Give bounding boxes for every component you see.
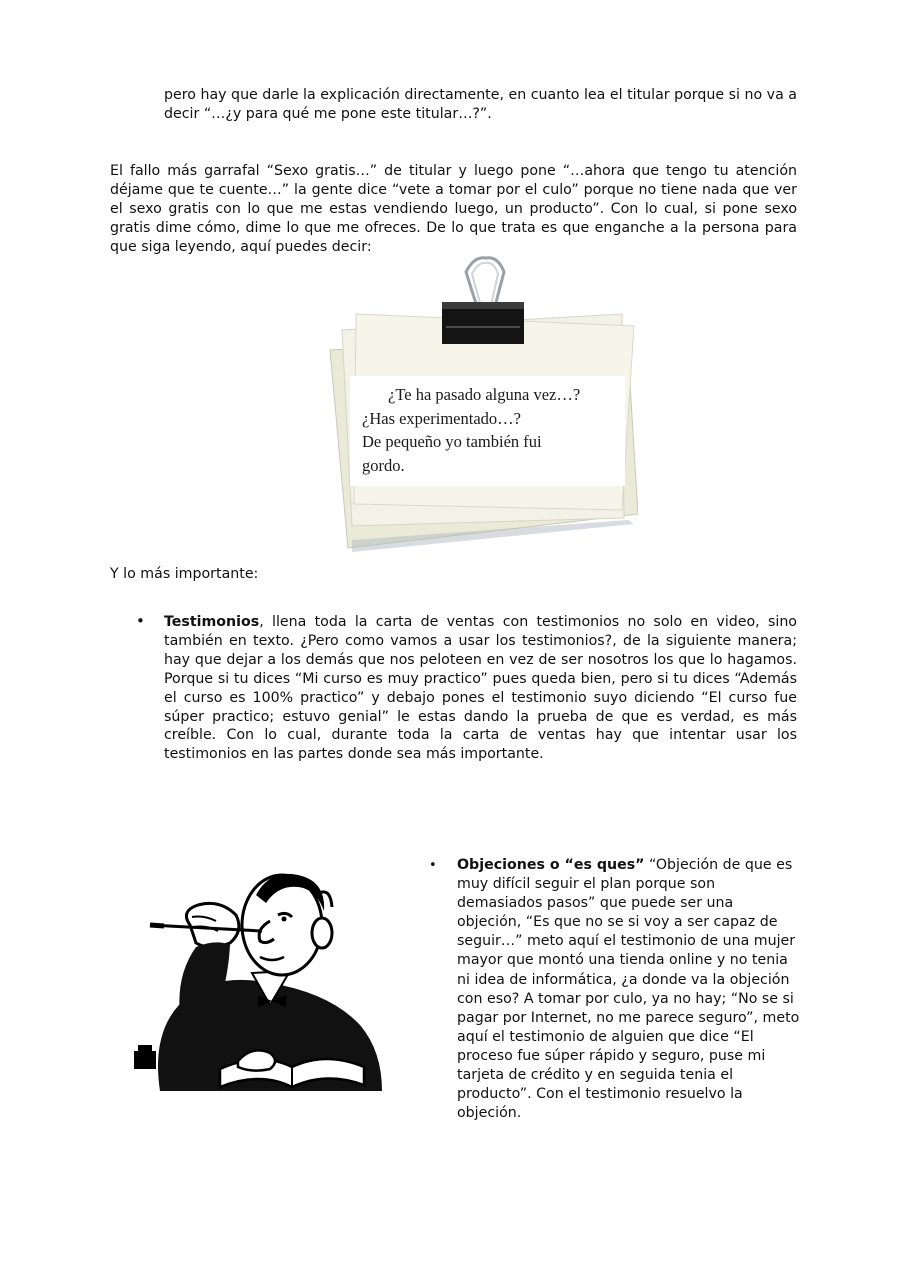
testimonios-paragraph [164, 613, 797, 764]
bullet-objeciones: • [429, 858, 437, 873]
testimonios-heading: Testimonios [164, 614, 260, 630]
cartoon-drawing [120, 855, 392, 1093]
bullet-testimonios: • [136, 612, 145, 630]
objeciones-body: “Objeción de que es muy difícil seguir el plan porque son demasiados pasos” que puede ser una objeción, “Es que no se si voy a ser capaz de seguir…” meto aquí el testimonio de una mujer mayor que montó una tienda online y no tenia ni idea de informática, ¿a donde va la objeción con eso? A tomar por culo, ya no hay; “No se si pagar por Internet, no me parece seguro”, meto aquí el testimonio de alguien que dice “El proceso fue súper rápido y seguro, puse mi tarjeta de crédito y en seguida tenia el producto”. Con el testimonio resuelvo la objeción. [457, 857, 800, 1122]
fallo-paragraph: El fallo más garrafal “Sexo gratis…” de titular y luego pone “…ahora que tengo tu atención déjame que te cuente…” la gente dice “vete a tomar por el culo” porque no tiene nada que ver el sexo gratis con lo que me estas vendiendo luego, un producto”. Con lo cual, si pone sexo gratis dime cómo, dime lo que me ofreces. De lo que trata es que enganche a la persona para que siga leyendo, aquí puedes decir: [110, 163, 797, 255]
importante-paragraph: Y lo más importante: [110, 566, 259, 582]
binder-clip-note-illustration [322, 252, 638, 554]
note-text [362, 383, 612, 477]
objeciones-paragraph [457, 856, 802, 1123]
thinking-man-with-pen-cartoon [120, 855, 392, 1093]
note-line-1: ¿Te ha pasado alguna vez…? [388, 385, 581, 404]
objeciones-heading: Objeciones o “es ques” [457, 857, 645, 873]
note-line-4: gordo. [362, 455, 405, 475]
intro-paragraph: pero hay que darle la explicación directamente, en cuanto lea el titular porque si no va a decir “…¿y para qué me pone este titular…?”. [164, 87, 797, 122]
testimonios-body: , llena toda la carta de ventas con testimonios no solo en video, sino también en texto. ¿Pero como vamos a usar los testimonios?, de la siguiente manera; hay que dejar a los demás que nos peloteen en vez de ser nosotros los que lo hagamos. Porque si tu dices “Mi curso es muy practico” pues queda bien, pero si tu dices “Además el curso es 100% practico” y debajo pones el testimonio suyo diciendo “El curso fue súper practico; estuvo genial” le estas dando la prueba de que es verdad, es más creíble. Con lo cual, durante toda la carta de ventas hay que intentar usar los testimonios en las partes donde sea más importante. [164, 614, 797, 763]
note-line-2: ¿Has experimentado…? [362, 408, 521, 428]
note-line-3: De pequeño yo también fui [362, 432, 542, 451]
